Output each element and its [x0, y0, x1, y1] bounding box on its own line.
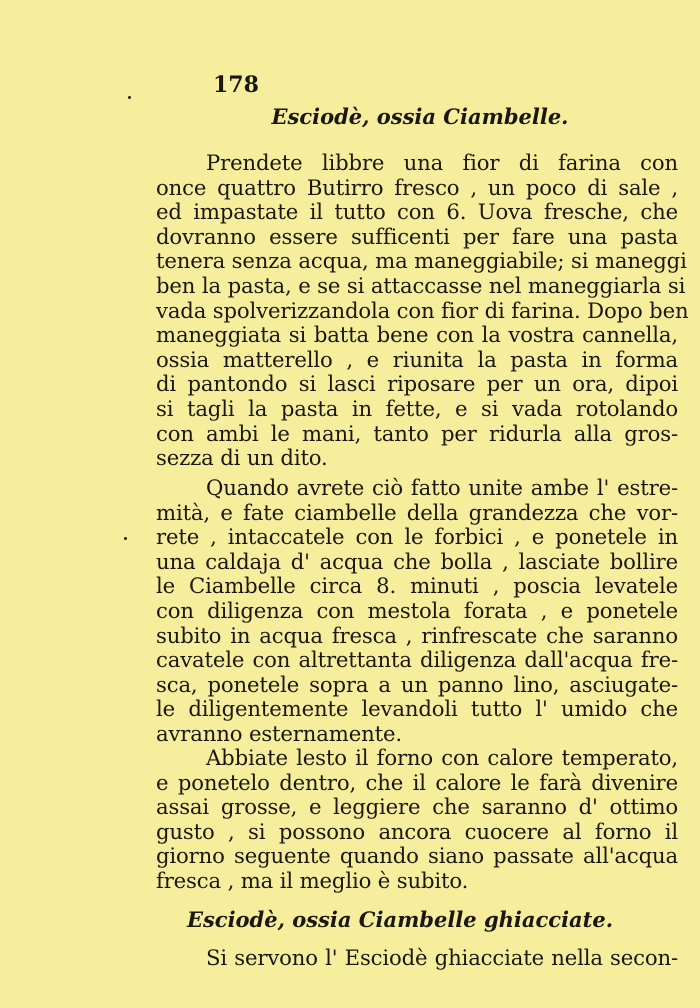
section-title-ciambelle-ghiacciate: Esciodè, ossia Ciambelle ghiacciate.: [186, 907, 614, 932]
text-line: le diligentemente levandoli tutto l' umido che: [156, 696, 678, 722]
text-line: rete , intaccatele con le forbici , e ponetele in: [156, 524, 678, 550]
text-line: sezza di un dito.: [156, 445, 328, 471]
text-line: Quando avrete ciò fatto unite ambe l' estre-: [206, 475, 678, 500]
text-line: Abbiate lesto il forno con calore temperato,: [206, 745, 678, 770]
text-line: giorno seguente quando siano passate all'acqua: [156, 843, 678, 869]
paragraph-dough: [156, 150, 689, 471]
section-title-ciambelle: Esciodè, ossia Ciambelle.: [271, 104, 569, 129]
paragraph-ghiacciate: [156, 946, 678, 971]
text-line: ed impastate il tutto con 6. Uova fresche, che: [156, 199, 678, 225]
text-line: assai grosse, e leggiere che saranno d' ottimo: [156, 794, 678, 820]
text-line: fresca , ma il meglio è subito.: [156, 867, 469, 893]
text-line: Prendete libbre una fior di farina con: [206, 150, 678, 175]
text-line: mità, e fate ciambelle della grandezza che vor-: [156, 499, 678, 525]
text-line: una caldaja d' acqua che bolla , lasciate bollire: [156, 548, 678, 574]
text-line: once quattro Butirro fresco , un poco di sale ,: [156, 174, 678, 200]
text-line: vada spolverizzandola con fior di farina. Dopo ben: [156, 297, 689, 323]
paragraph-baking: [156, 746, 678, 894]
text-line: si tagli la pasta in fette, e si vada rotolando: [156, 395, 678, 421]
margin-speck: [124, 537, 127, 540]
text-line: con ambi le mani, tanto per ridurla alla gros-: [156, 420, 678, 446]
text-line: ossia matterello , e riunita la pasta in forma: [156, 346, 678, 372]
text-line: di pantondo si lasci riposare per un ora, dipoi: [156, 371, 678, 397]
text-line: sca, ponetele sopra a un panno lino, asciugate-: [156, 671, 678, 697]
text-line: dovranno essere sufficenti per fare una pasta: [156, 223, 678, 249]
text-line: avranno esternamente.: [156, 720, 402, 746]
page-number: 178: [213, 72, 259, 98]
margin-speck: [128, 96, 131, 99]
text-line: Si servono l' Esciodè ghiacciate nella secon-: [206, 945, 678, 970]
paragraph-shaping-boiling: [156, 476, 678, 747]
text-line: maneggiata si batta bene con la vostra cannella,: [156, 322, 678, 348]
text-line: gusto , si possono ancora cuocere al forno il: [156, 818, 678, 844]
text-line: subito in acqua fresca , rinfrescate che saranno: [156, 622, 678, 648]
text-line: tenera senza acqua, ma maneggiabile; si maneggi: [156, 248, 687, 274]
text-line: e ponetelo dentro, che il calore le farà divenire: [156, 769, 678, 795]
text-line: cavatele con altrettanta diligenza dall'acqua fre-: [156, 647, 678, 673]
text-line: con diligenza con mestola forata , e ponetele: [156, 597, 678, 623]
text-line: le Ciambelle circa 8. minuti , poscia levatele: [156, 573, 678, 599]
text-line: ben la pasta, e se si attaccasse nel maneggiarla si: [156, 272, 686, 298]
